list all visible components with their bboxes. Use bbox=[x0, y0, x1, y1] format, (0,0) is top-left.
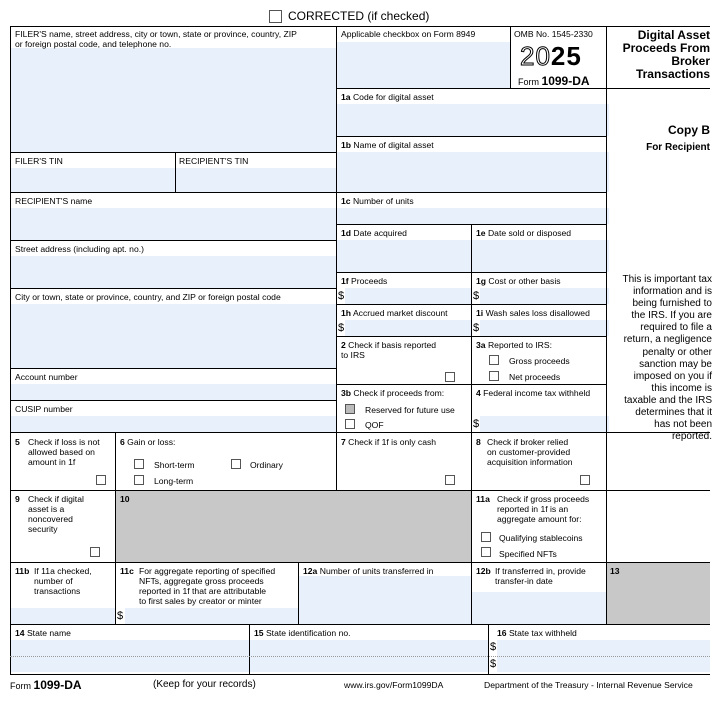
box-1i-dollar: $ bbox=[473, 322, 480, 334]
street-label: Street address (including apt. no.) bbox=[15, 244, 144, 254]
recipient-tin-label: RECIPIENT'S TIN bbox=[179, 156, 249, 166]
street-field[interactable] bbox=[11, 256, 336, 288]
box-3b-reserved-checkbox bbox=[345, 404, 355, 414]
box-11a-nft-label: Specified NFTs bbox=[499, 549, 557, 559]
omb-number: OMB No. 1545-2330 bbox=[514, 29, 593, 39]
irs-notice: This is important tax information and is being furnished to the IRS. If you are required to file a return, a negligence penalty or other sanction may be imposed on you if this income is taxable and the IRS determines that it has not been reported. bbox=[622, 274, 712, 443]
box-12b-field[interactable] bbox=[472, 592, 606, 624]
box-1e-label: 1e Date sold or disposed bbox=[476, 228, 572, 238]
box-1a-field[interactable] bbox=[337, 104, 609, 136]
box-3a-net-label: Net proceeds bbox=[509, 372, 561, 382]
box-1c-field[interactable] bbox=[337, 208, 609, 224]
city-label: City or town, state or province, country, and ZIP or foreign postal code bbox=[15, 292, 281, 302]
box-1b-label: 1b Name of digital asset bbox=[341, 140, 434, 150]
box-9-label: 9 Check if digital asset is a noncovered security bbox=[15, 494, 84, 534]
box-11b-label: 11b If 11a checked, number of transactions bbox=[15, 566, 92, 596]
corrected-label: CORRECTED (if checked) bbox=[288, 9, 430, 23]
cusip-label: CUSIP number bbox=[15, 404, 73, 414]
box-1i-field[interactable] bbox=[480, 320, 609, 336]
box-16-dollar-1: $ bbox=[490, 641, 497, 653]
box-1g-dollar: $ bbox=[473, 290, 480, 302]
checkbox-8949-label: Applicable checkbox on Form 8949 bbox=[341, 29, 476, 39]
box-15-label: 15 State identification no. bbox=[254, 628, 351, 638]
footer-keep: (Keep for your records) bbox=[153, 679, 256, 690]
box-8-checkbox[interactable] bbox=[580, 475, 590, 485]
box-6-label: 6 Gain or loss: bbox=[120, 437, 176, 447]
box-3a-label: 3a Reported to IRS: bbox=[476, 340, 552, 350]
box-7-label: 7 Check if 1f is only cash bbox=[341, 437, 437, 447]
box-9-checkbox[interactable] bbox=[90, 547, 100, 557]
box-2-label: 2 Check if basis reported to IRS bbox=[341, 340, 437, 360]
footer-dept: Department of the Treasury - Internal Revenue Service bbox=[484, 680, 693, 690]
box-11a-label: 11a Check if gross proceeds reported in 1f is an aggregate amount for: bbox=[476, 494, 590, 524]
footer-form-id: Form 1099-DA bbox=[10, 678, 82, 692]
box-1a-label: 1a Code for digital asset bbox=[341, 92, 434, 102]
recipient-name-field[interactable] bbox=[11, 208, 336, 240]
box-7-checkbox[interactable] bbox=[445, 475, 455, 485]
box-1c-label: 1c Number of units bbox=[341, 196, 414, 206]
cusip-field[interactable] bbox=[11, 416, 336, 432]
box-1i-label: 1i Wash sales loss disallowed bbox=[476, 308, 590, 318]
box-6-long-label: Long-term bbox=[154, 476, 194, 486]
box-1h-dollar: $ bbox=[338, 322, 345, 334]
city-field[interactable] bbox=[11, 304, 336, 368]
box-6-short-label: Short-term bbox=[154, 460, 195, 470]
box-3b-label: 3b Check if proceeds from: bbox=[341, 388, 445, 398]
box-4-dollar: $ bbox=[473, 418, 480, 430]
copy-label: Copy B bbox=[668, 123, 710, 137]
box-5-checkbox[interactable] bbox=[96, 475, 106, 485]
box-1h-field[interactable] bbox=[345, 320, 471, 336]
box-12a-label: 12a Number of units transferred in bbox=[303, 566, 434, 576]
filer-name-field[interactable] bbox=[11, 48, 336, 152]
box-1b-field[interactable] bbox=[337, 152, 609, 192]
box-5-label: 5 Check if loss is not allowed based on amount in 1f bbox=[15, 437, 100, 467]
box-1g-label: 1g Cost or other basis bbox=[476, 276, 561, 286]
box-8-label: 8 Check if broker relied on customer-provided acquisition information bbox=[476, 437, 573, 467]
filer-tin-field[interactable] bbox=[11, 168, 175, 192]
box-2-checkbox[interactable] bbox=[445, 372, 455, 382]
form-id: Form 1099-DA bbox=[518, 74, 590, 88]
tax-year: 2025 bbox=[520, 41, 582, 71]
box-11b-field[interactable] bbox=[11, 608, 115, 624]
corrected-checkbox[interactable] bbox=[269, 10, 282, 23]
box-11c-field[interactable] bbox=[125, 608, 298, 624]
form-title: Digital Asset Proceeds From Broker Transactions bbox=[622, 28, 710, 81]
box-1f-label: 1f Proceeds bbox=[341, 276, 388, 286]
box-6-ordinary-label: Ordinary bbox=[250, 460, 283, 470]
box-4-label: 4 Federal income tax withheld bbox=[476, 388, 591, 398]
account-label: Account number bbox=[15, 372, 78, 382]
filer-tin-label: FILER'S TIN bbox=[15, 156, 63, 166]
box-1f-field[interactable] bbox=[345, 288, 471, 304]
filer-name-label: FILER'S name, street address, city or town, state or province, country, ZIP or foreign postal code, and telephone no. bbox=[15, 29, 297, 49]
box-11c-label: 11c For aggregate reporting of specified NFTs, aggregate gross proceeds reported in 1f that are attributable to first sales by creator or minter bbox=[120, 566, 276, 606]
recipient-name-label: RECIPIENT'S name bbox=[15, 196, 93, 206]
box-16-dollar-2: $ bbox=[490, 658, 497, 670]
recipient-tin-field[interactable] bbox=[176, 168, 336, 192]
box-6-long-checkbox[interactable] bbox=[134, 475, 144, 485]
account-field[interactable] bbox=[11, 384, 336, 400]
box-11a-nft-checkbox[interactable] bbox=[481, 547, 491, 557]
box-6-ordinary-checkbox[interactable] bbox=[231, 459, 241, 469]
checkbox-8949-field[interactable] bbox=[337, 42, 510, 88]
box-1e-field[interactable] bbox=[472, 240, 609, 272]
box-1f-dollar: $ bbox=[338, 290, 345, 302]
box-13-shaded bbox=[607, 562, 710, 624]
box-11c-dollar: $ bbox=[117, 610, 124, 622]
box-14-label: 14 State name bbox=[15, 628, 71, 638]
box-16-label: 16 State tax withheld bbox=[497, 628, 577, 638]
box-3a-gross-label: Gross proceeds bbox=[509, 356, 570, 366]
box-3b-reserved-label: Reserved for future use bbox=[365, 405, 455, 415]
box-11a-stable-label: Qualifying stablecoins bbox=[499, 533, 583, 543]
box-13-label: 13 bbox=[610, 566, 620, 576]
box-4-field[interactable] bbox=[480, 416, 609, 432]
box-3b-qof-checkbox[interactable] bbox=[345, 419, 355, 429]
box-6-short-checkbox[interactable] bbox=[134, 459, 144, 469]
box-12a-field[interactable] bbox=[299, 576, 471, 624]
box-10-shaded bbox=[116, 490, 471, 562]
box-3a-net-checkbox[interactable] bbox=[489, 371, 499, 381]
footer-url[interactable]: www.irs.gov/Form1099DA bbox=[344, 680, 444, 690]
box-1d-field[interactable] bbox=[337, 240, 471, 272]
box-1h-label: 1h Accrued market discount bbox=[341, 308, 448, 318]
box-3a-gross-checkbox[interactable] bbox=[489, 355, 499, 365]
copy-for-label: For Recipient bbox=[646, 142, 710, 153]
box-10-label: 10 bbox=[120, 494, 130, 504]
box-12b-label: 12b If transferred in, provide transfer-in date bbox=[476, 566, 586, 586]
box-1d-label: 1d Date acquired bbox=[341, 228, 407, 238]
box-11a-stable-checkbox[interactable] bbox=[481, 532, 491, 542]
box-1g-field[interactable] bbox=[480, 288, 609, 304]
box-3b-qof-label: QOF bbox=[365, 420, 384, 430]
